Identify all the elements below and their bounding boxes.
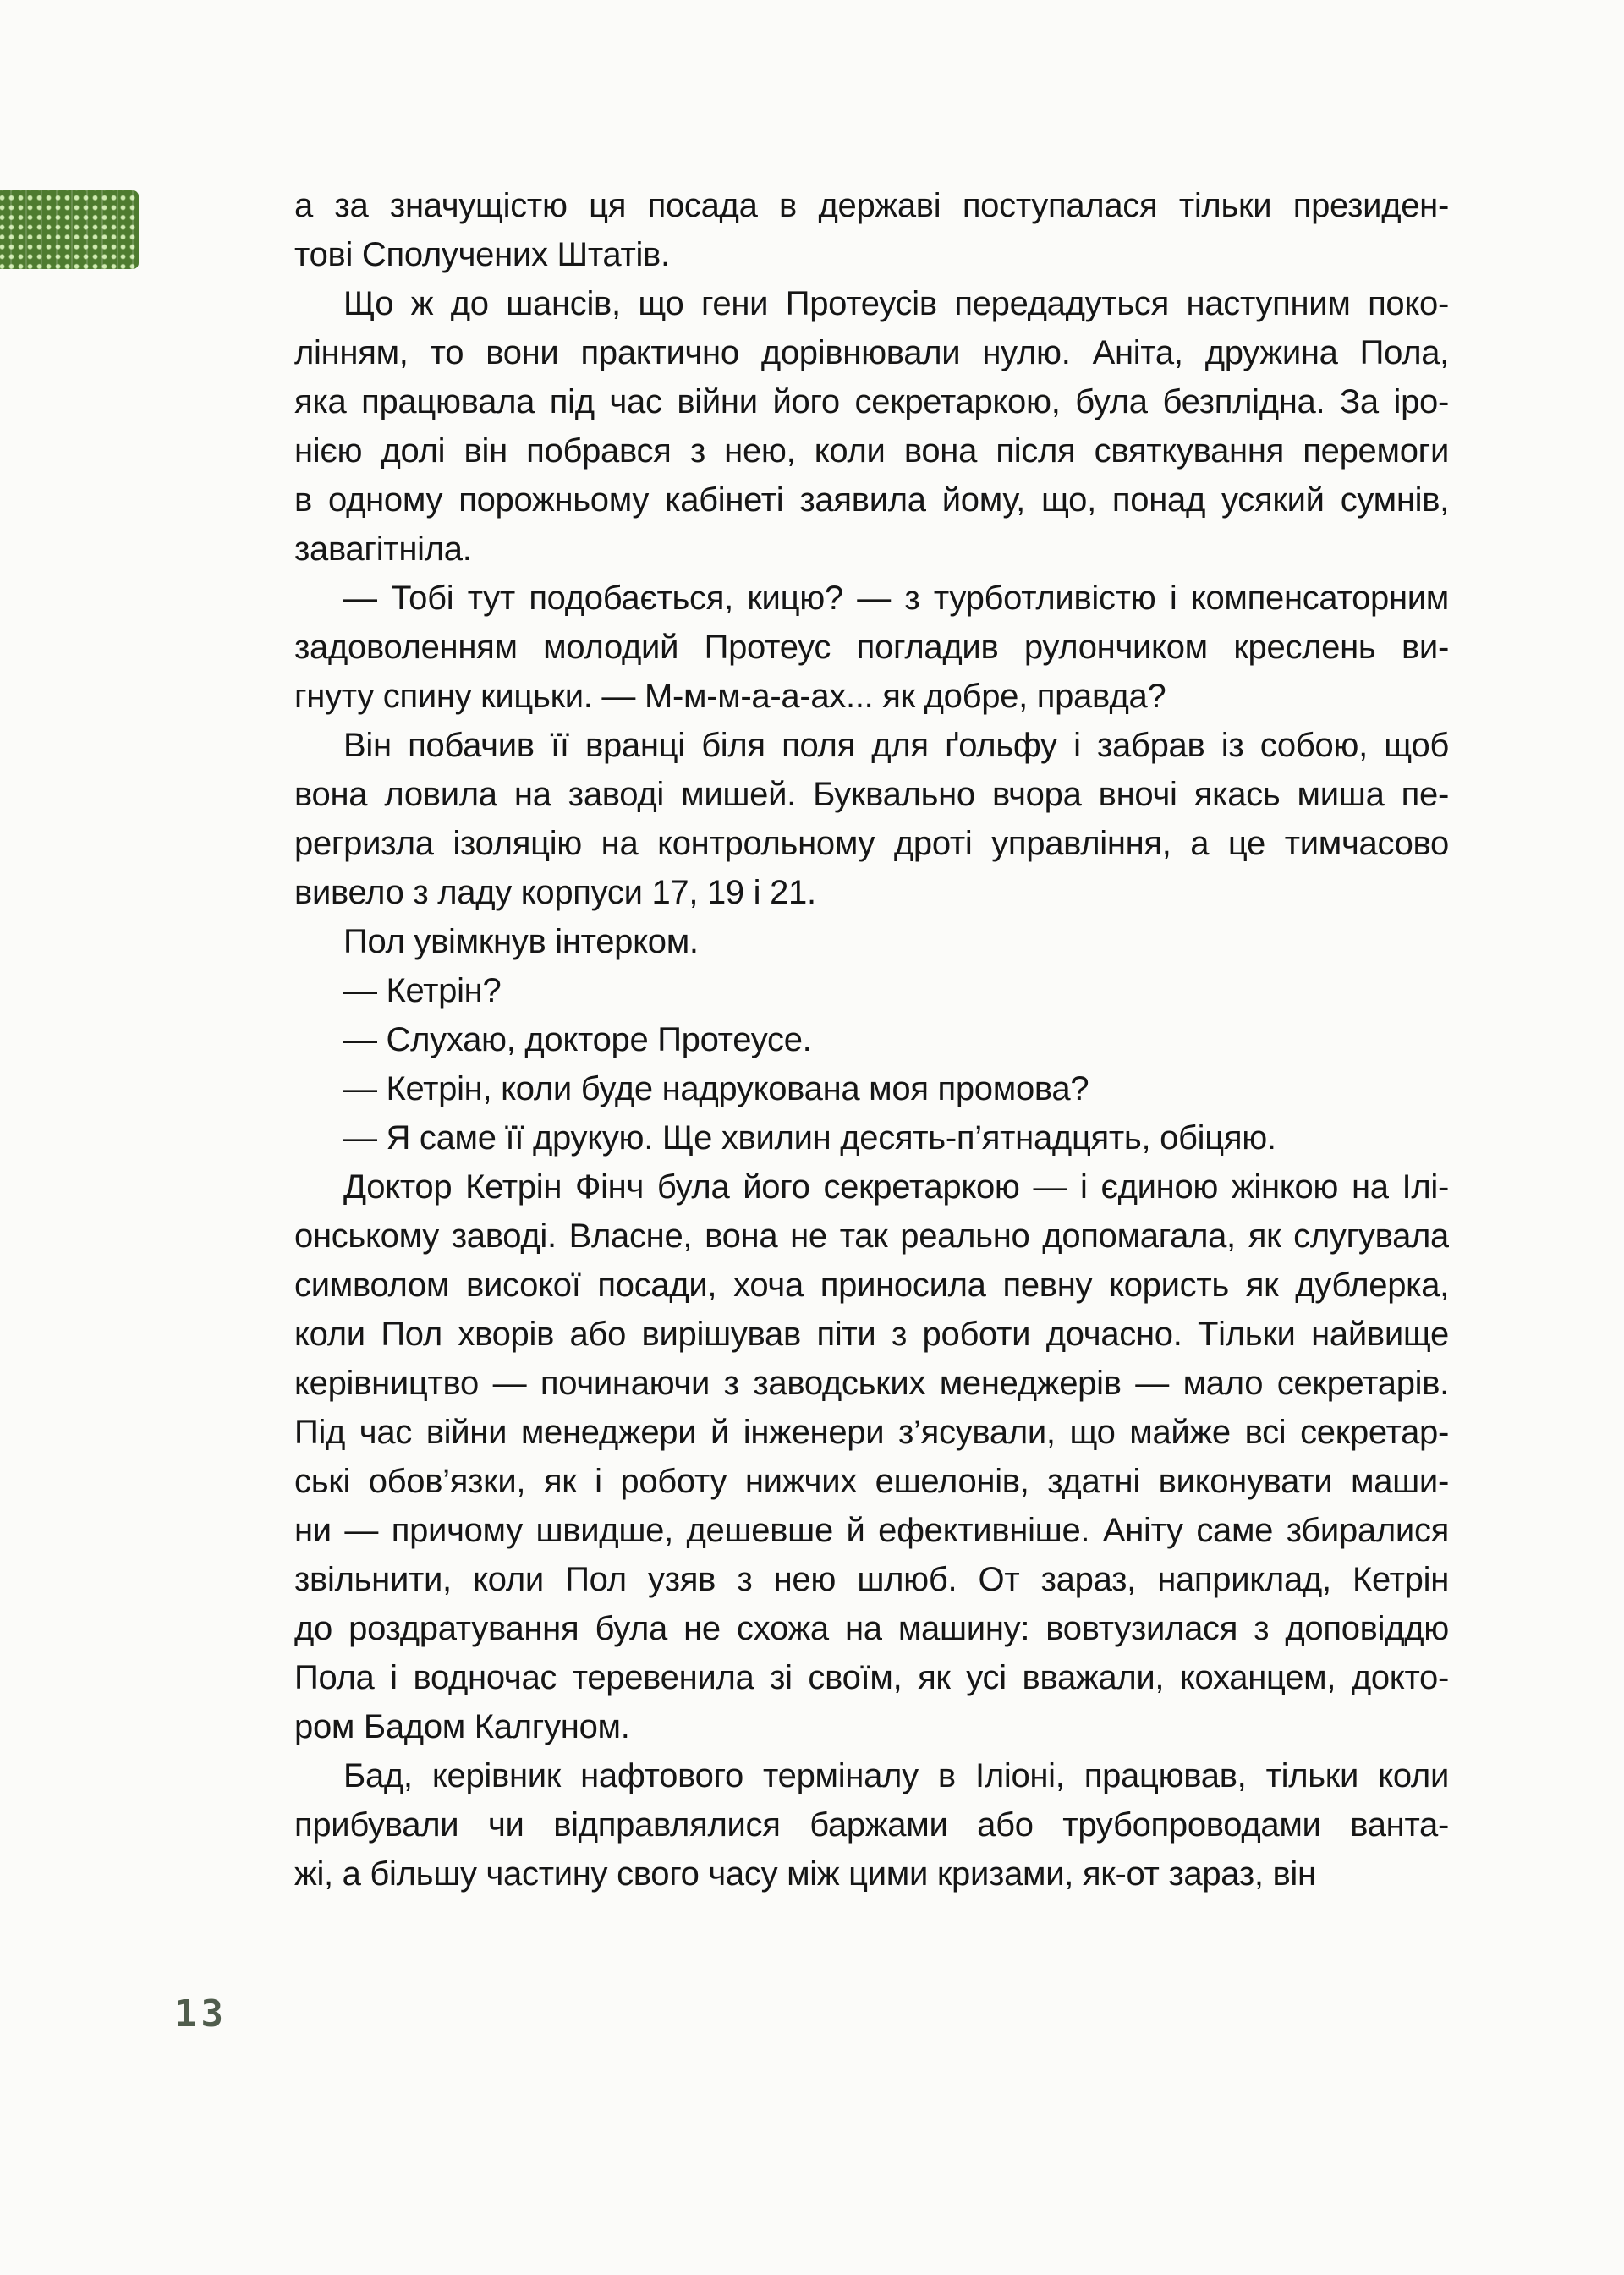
text-line: до роздратування була не схожа на машину: вовтузилася з доповіддю xyxy=(294,1610,1449,1647)
text-line: вона ловила на заводі мишей. Буквально вчора вночі якась миша пе- xyxy=(294,776,1449,813)
text-line: ни — причому швидше, дешевше й ефективніше. Аніту саме збиралися xyxy=(294,1512,1449,1549)
text-line: завагітніла. xyxy=(294,530,472,568)
text-line: звільнити, коли Пол узяв з нею шлюб. От зараз, наприклад, Кетрін xyxy=(294,1561,1449,1598)
text-line: вивело з ладу корпуси 17, 19 і 21. xyxy=(294,874,816,911)
text-line: прибували чи відправлялися баржами або трубопроводами ванта- xyxy=(294,1806,1449,1844)
text-line: Доктор Кетрін Фінч була його секретаркою — і єдиною жінкою на Ілі- xyxy=(343,1168,1449,1206)
text-line: регризла ізоляцію на контрольному дроті управління, а це тимчасово xyxy=(294,825,1449,862)
text-line: — Кетрін? xyxy=(343,972,502,1009)
text-line: коли Пол хворів або вирішував піти з роботи дочасно. Тільки найвище xyxy=(294,1316,1449,1353)
page-text xyxy=(294,181,1449,1899)
text-line: символом високої посади, хоча приносила певну користь як дублерка, xyxy=(294,1267,1449,1304)
green-halftone-decoration xyxy=(0,190,139,269)
text-line: Що ж до шансів, що гени Протеусів передадуться наступним поко- xyxy=(343,285,1449,322)
paragraph xyxy=(294,279,1449,574)
page-number: 13 xyxy=(174,1992,228,2036)
text-line: жі, а більшу частину свого часу між цими кризами, як-от зараз, він xyxy=(294,1855,1316,1893)
text-line: онському заводі. Власне, вона не так реально допомагала, як слугувала xyxy=(294,1217,1449,1255)
text-line: — Я саме її друкую. Ще хвилин десять-п’ятнадцять, обіцяю. xyxy=(343,1119,1276,1157)
paragraph xyxy=(294,1162,1449,1751)
text-line: — Слухаю, докторе Протеусе. xyxy=(343,1021,812,1058)
text-line: тові Сполучених Штатів. xyxy=(294,236,670,273)
text-line: а за значущістю ця посада в державі поступалася тільки президен- xyxy=(294,187,1449,224)
text-line: ром Бадом Калгуном. xyxy=(294,1708,630,1745)
paragraph xyxy=(294,574,1449,721)
paragraph xyxy=(294,181,1449,279)
paragraph xyxy=(294,1064,1449,1113)
text-line: лінням, то вони практично дорівнювали нулю. Аніта, дружина Пола, xyxy=(294,334,1449,371)
text-line: яка працювала під час війни його секретаркою, була безплідна. За іро- xyxy=(294,383,1449,420)
text-line: Пола і водночас теревенила зі своїм, як усі вважали, коханцем, докто- xyxy=(294,1659,1449,1696)
text-line: Пол увімкнув інтерком. xyxy=(343,923,699,960)
paragraph xyxy=(294,1113,1449,1162)
paragraph xyxy=(294,917,1449,966)
paragraph xyxy=(294,1751,1449,1899)
text-line: — Кетрін, коли буде надрукована моя промова? xyxy=(343,1070,1089,1107)
paragraph xyxy=(294,966,1449,1015)
text-line: Він побачив її вранці біля поля для ґольфу і забрав із собою, щоб xyxy=(343,727,1449,764)
text-line: нією долі він побрався з нею, коли вона після святкування перемоги xyxy=(294,432,1449,470)
text-line: задоволенням молодий Протеус погладив рулончиком креслень ви- xyxy=(294,629,1449,666)
paragraph xyxy=(294,1015,1449,1064)
text-line: гнуту спину кицьки. — М-м-м-а-а-ах... як добре, правда? xyxy=(294,678,1166,715)
text-line: ські обов’язки, як і роботу нижчих ешелонів, здатні виконувати маши- xyxy=(294,1463,1449,1500)
paragraph xyxy=(294,721,1449,917)
text-line: Під час війни менеджери й інженери з’ясували, що майже всі секретар- xyxy=(294,1414,1449,1451)
text-line: — Тобі тут подобається, кицю? — з турботливістю і компенсаторним xyxy=(343,580,1449,617)
text-line: Бад, керівник нафтового терміналу в Іліоні, працював, тільки коли xyxy=(343,1757,1449,1794)
text-line: в одному порожньому кабінеті заявила йому, що, понад усякий сумнів, xyxy=(294,481,1449,519)
text-line: керівництво — починаючи з заводських менеджерів — мало секретарів. xyxy=(294,1365,1449,1402)
